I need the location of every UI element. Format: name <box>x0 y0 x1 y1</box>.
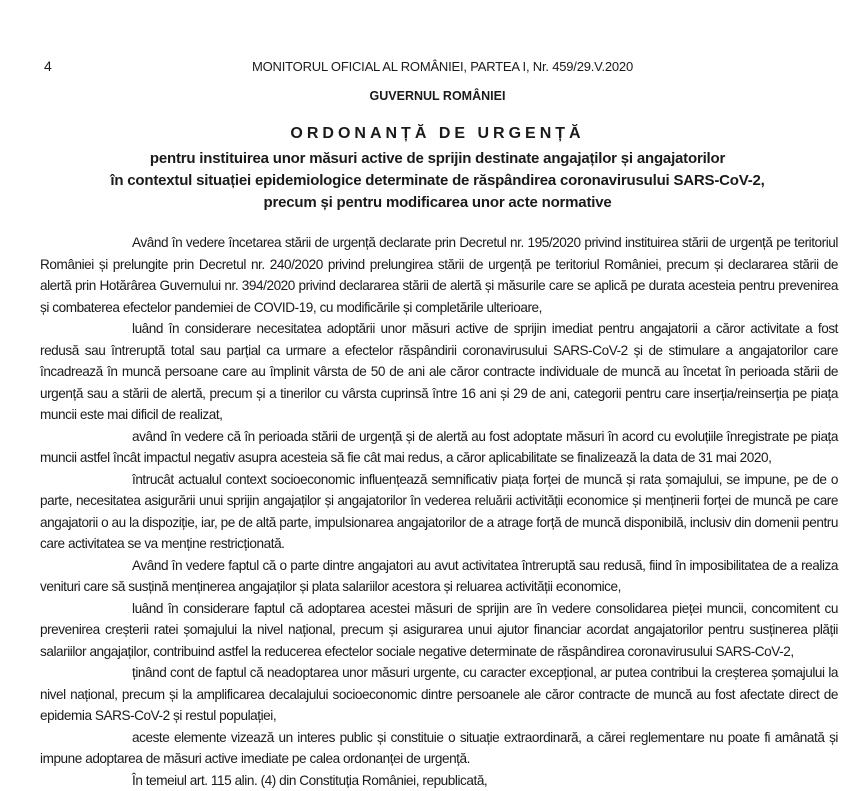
document-body <box>40 232 838 791</box>
subtitle-line: în contextul situației epidemiologice determinate de răspândirea coronavirusului SARS-CoV-2, <box>20 170 855 192</box>
paragraph: luând în considerare faptul că adoptarea acestei măsuri de sprijin are în vedere consolidarea pieței muncii, concomitent cu prevenirea creșterii ratei șomajului la nivel național, precum și asigurarea unui ajutor financiar acordat angajatorilor pentru susținerea plății salariilor angajaților, contribuind astfel la reducerea efectelor sociale negative determinate de răspândirea coronavirusului SARS-CoV-2, <box>40 598 838 663</box>
subtitle-line: precum și pentru modificarea unor acte normative <box>20 192 855 214</box>
document-title: ORDONANȚĂ DE URGENȚĂ <box>0 125 855 143</box>
paragraph: luând în considerare necesitatea adoptării unor măsuri active de sprijin imediat pentru angajatorii a căror activitate a fost redusă sau întreruptă total sau parțial ca urmare a efectelor răspândirii coronavirusului SARS-CoV-2 și de stimulare a angajatorilor care încadrează în muncă persoane care au împlinit vârsta de 50 de ani ale căror contracte individuale de muncă au încetat în perioada stării de urgență sau a stării de alertă, precum și a tinerilor cu vârsta cuprinsă între 16 ani și 29 de ani, categorii pentru care inserția/reinserția pe piața muncii este mai dificil de realizat, <box>40 318 838 426</box>
paragraph: Având în vedere încetarea stării de urgență declarate prin Decretul nr. 195/2020 privind instituirea stării de urgență pe teritoriul României și prelungite prin Decretul nr. 240/2020 privind prelungirea stării de urgență pe teritoriul României, precum și declararea stării de alertă prin Hotărârea Guvernului nr. 394/2020 privind declararea stării de alertă și măsurile care se aplică pe durata acesteia pentru prevenirea și combaterea efectelor pandemiei de COVID-19, cu modificările și completările ulterioare, <box>40 232 838 318</box>
subtitle-line: pentru instituirea unor măsuri active de sprijin destinate angajaților și angajatorilor <box>20 148 855 170</box>
paragraph: având în vedere că în perioada stării de urgență și de alertă au fost adoptate măsuri în acord cu evoluțiile înregistrate pe piața muncii astfel încât impactul negativ asupra acesteia să fie cât mai redus, a căror aplicabilitate se finalizează la data de 31 mai 2020, <box>40 426 838 469</box>
paragraph: întrucât actualul context socioeconomic influențează semnificativ piața forței de muncă și rata șomajului, se impune, pe de o parte, necesitatea asigurării unui sprijin angajaților și angajatorilor în vederea reluării activității economice și menținerii forței de muncă pe care angajatorii o au la dispoziție, iar, pe de altă parte, impulsionarea angajatorilor de a atrage forță de muncă disponibilă, inclusiv din domenii pentru care activitatea se va menține restricționată. <box>40 469 838 555</box>
paragraph: În temeiul art. 115 alin. (4) din Constituția României, republicată, <box>40 770 838 791</box>
paragraph: ținând cont de faptul că neadoptarea unor măsuri urgente, cu caracter excepțional, ar putea contribui la creșterea șomajului la nivel național, precum și la amplificarea decalajului socioeconomic dintre persoanele ale căror contracte de muncă au fost afectate direct de epidemia SARS-CoV-2 și restul populației, <box>40 662 838 727</box>
document-subtitle <box>0 148 855 214</box>
paragraph: aceste elemente vizează un interes public și constituie o situație extraordinară, a cărei reglementare nu poate fi amânată și impune adoptarea de măsuri active imediate pe calea ordonanței de urgență. <box>40 727 838 770</box>
page-number: 4 <box>44 58 52 74</box>
issuer: GUVERNUL ROMÂNIEI <box>0 89 855 103</box>
paragraph: Având în vedere faptul că o parte dintre angajatori au avut activitatea întreruptă sau redusă, fiind în imposibilitatea de a realiza venituri care să susțină menținerea angajaților și plata salariilor acestora și reluarea activității economice, <box>40 555 838 598</box>
running-head: MONITORUL OFICIAL AL ROMÂNIEI, PARTEA I, Nr. 459/29.V.2020 <box>0 59 855 74</box>
